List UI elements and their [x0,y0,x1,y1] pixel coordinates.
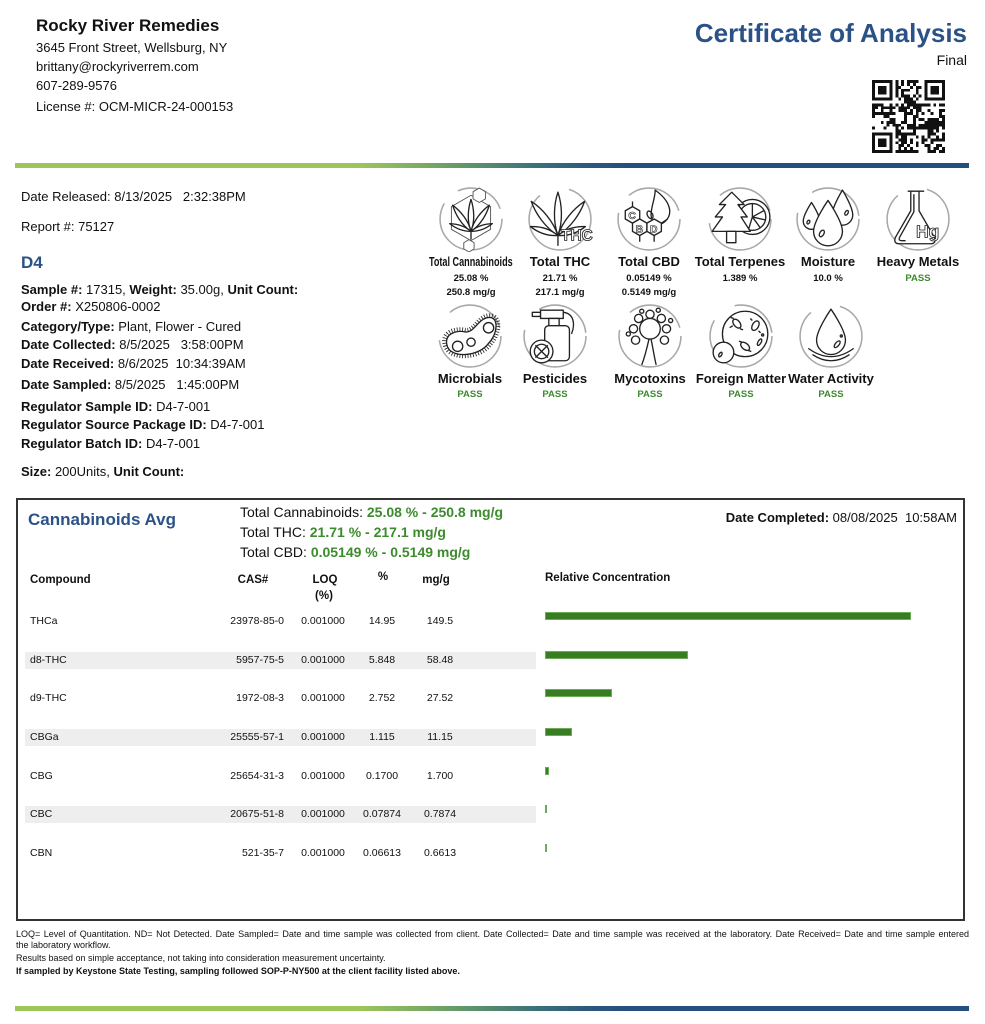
size-line [21,464,184,480]
date-received-line [21,356,246,372]
svg-text:Hg: Hg [915,221,940,242]
mgg-value: 0.6613 [423,847,457,859]
cannabinoids-results-panel [16,498,965,921]
total-thc-summary [240,523,446,541]
cannabinoids-icon [438,186,504,252]
svg-text:C: C [628,211,636,222]
percent-value: 14.95 [368,615,396,627]
concentration-bar-thca [545,612,911,620]
compound-name: THCa [30,615,58,627]
company-phone: 607-289-9576 [36,78,117,93]
total-value: 0.05149 % - 0.5149 mg/g [310,544,471,560]
pesticides-sprayer-icon [522,303,588,369]
date-sampled-label: Date Sampled: [21,377,112,392]
tile-percent-value: 21.71 % [542,273,578,284]
date-released: Date Released: 8/13/2025 2:32:38PM [21,189,246,204]
concentration-bar-d9-thc [545,689,612,697]
tile-label: Pesticides [522,371,588,386]
loq-value: 0.001000 [301,808,345,820]
summary-tile-heavy-metals[interactable] [868,186,968,298]
tile-status-pass: PASS [818,389,844,400]
regulator-batch-id-label: Regulator Batch ID: [21,436,143,451]
concentration-bar-d8-thc [545,651,688,659]
weight-value: 35.00g, [176,282,228,297]
document-status: Final [936,52,967,68]
regulator-batch-id-line [21,436,200,452]
regulator-source-package-id-value: D4-7-001 [206,417,265,432]
cas-number: 521-35-7 [241,847,284,859]
percent-value: 0.06613 [363,847,401,859]
tile-label: Total THC [529,254,591,269]
column-header-percent: % [377,571,389,583]
tile-status-pass: PASS [905,273,931,284]
svg-text:THC: THC [561,227,593,245]
loq-value: 0.001000 [301,615,345,627]
sample-name: D4 [21,253,43,272]
tile-mgg-value: 217.1 mg/g [535,287,585,298]
loq-value: 0.001000 [301,770,345,782]
cas-number: 20675-51-8 [230,808,284,820]
sample-number-label: Sample #: [21,282,83,297]
footer-divider [15,1006,969,1011]
compound-name: CBN [30,847,53,859]
definitions-note-line-1: LOQ= Level of Quantitation. ND= Not Detected. Date Sampled= Date and time sample was collected from client. Date Collected= Date and time sample was received at the laboratory. Date Received= Date and time sample entered [16,929,969,939]
date-received-value: 8/6/2025 10:34:39AM [114,356,246,371]
date-sampled-line [21,377,239,393]
cas-number: 25555-57-1 [230,731,284,743]
sample-number-value: 17315, [82,282,130,297]
date-collected-line [21,337,244,353]
tile-percent-value: 10.0 % [813,273,843,284]
water-activity-drop-icon [798,303,864,369]
terpenes-tree-icon [707,186,773,252]
date-completed [726,510,957,526]
sampling-note: If sampled by Keystone State Testing, sampling followed SOP-P-NY500 at the client facility listed above. [16,966,460,976]
total-label: Total CBD: [240,544,311,560]
compound-name: d8-THC [30,654,67,666]
tile-mgg-value: 0.5149 mg/g [621,287,677,298]
definitions-note-line-2: the laboratory workflow. [16,940,111,950]
date-sampled-value: 8/5/2025 1:45:00PM [111,377,240,392]
tile-label: Water Activity [788,371,874,386]
regulator-sample-id-line [21,399,210,415]
size-value: 200Units, [51,464,114,479]
summary-tile-water-activity[interactable] [781,303,881,415]
tile-label: Total Terpenes [694,254,786,269]
total-value: 25.08 % - 250.8 mg/g [366,504,504,520]
concentration-bar-cbga [545,728,572,736]
report-number: Report #: 75127 [21,219,115,234]
tile-label: Moisture [800,254,856,269]
loq-value: 0.001000 [301,654,345,666]
svg-text:D: D [650,224,658,236]
regulator-sample-id-label: Regulator Sample ID: [21,399,153,414]
concentration-bar-cbg [545,767,549,775]
section-title: Cannabinoids Avg [28,510,176,529]
order-value: X250806-0002 [71,299,161,314]
column-header-compound: Compound [30,574,91,586]
regulator-source-package-id-label: Regulator Source Package ID: [21,417,207,432]
thc-leaf-icon [527,186,593,252]
sample-line [21,282,298,298]
foreign-matter-icon [708,303,774,369]
tile-percent-value: 1.389 % [722,273,758,284]
header-divider [15,163,969,168]
tile-status-pass: PASS [637,389,663,400]
mgg-value: 11.15 [427,731,453,743]
concentration-bar-cbn [545,844,547,852]
mgg-value: 149.5 [426,615,454,627]
tile-percent-value: 0.05149 % [626,273,672,284]
order-label: Order #: [21,299,72,314]
category-label: Category/Type: [21,319,115,334]
total-cbd-summary [240,543,470,561]
concentration-bar-cbc [545,805,547,813]
regulator-batch-id-value: D4-7-001 [142,436,201,451]
svg-text:B: B [635,224,644,236]
column-header-loq: LOQ [312,574,338,586]
mgg-value: 0.7874 [423,808,457,820]
company-email: brittany@rockyriverrem.com [36,59,199,74]
cbd-molecule-icon [616,186,682,252]
tile-label: Total Cannabinoids [429,254,513,269]
acceptance-note: Results based on simple acceptance, not taking into consideration measurement uncertainty. [16,953,386,963]
size-label: Size: [21,464,52,479]
tile-status-pass: PASS [457,389,483,400]
date-collected-label: Date Collected: [21,337,116,352]
order-line [21,299,161,315]
regulator-source-package-id-line [21,417,264,433]
tile-label: Foreign Matter [695,371,787,386]
compound-name: CBGa [30,731,59,743]
total-value: 21.71 % - 217.1 mg/g [309,524,446,540]
company-address: 3645 Front Street, Wellsburg, NY [36,40,228,55]
microbials-icon [437,303,503,369]
percent-value: 0.07874 [363,808,401,820]
loq-value: 0.001000 [301,692,345,704]
tile-status-pass: PASS [728,389,754,400]
tile-mgg-value: 250.8 mg/g [446,287,496,298]
heavy-metals-flask-icon [885,186,951,252]
document-title: Certificate of Analysis [694,18,967,48]
tile-label: Mycotoxins [614,371,686,386]
cas-number: 23978-85-0 [230,615,284,627]
date-completed-value: 08/08/2025 10:58AM [829,510,957,525]
unit-count-label: Unit Count: [227,282,299,297]
cas-number: 1972-08-3 [236,692,284,704]
total-label: Total Cannabinoids: [240,504,367,520]
cas-number: 5957-75-5 [236,654,284,666]
tile-status-pass: PASS [542,389,568,400]
mgg-value: 1.700 [426,770,454,782]
tile-label: Heavy Metals [876,254,960,269]
mgg-value: 58.48 [426,654,454,666]
compound-name: CBC [30,808,53,820]
total-label: Total THC: [240,524,310,540]
date-received-label: Date Received: [21,356,115,371]
company-name: Rocky River Remedies [36,16,220,35]
total-cannabinoids-summary [240,503,503,521]
mycotoxins-spore-icon [617,303,683,369]
column-header-cas: CAS# [237,574,269,586]
regulator-sample-id-value: D4-7-001 [152,399,211,414]
category-line [21,319,241,335]
weight-label: Weight: [129,282,177,297]
tile-label: Microbials [437,371,503,386]
tile-label: Total CBD [618,254,680,269]
date-collected-value: 8/5/2025 3:58:00PM [115,337,244,352]
loq-value: 0.001000 [301,847,345,859]
percent-value: 1.115 [369,731,395,743]
column-header-relative-concentration: Relative Concentration [545,572,671,584]
compound-name: d9-THC [30,692,67,704]
moisture-drops-icon [795,186,861,252]
category-value: Plant, Flower - Cured [114,319,242,334]
cas-number: 25654-31-3 [230,770,284,782]
date-completed-label: Date Completed: [725,510,830,525]
company-license: License #: OCM-MICR-24-000153 [36,99,234,114]
mgg-value: 27.52 [426,692,454,704]
size-unit-count-label: Unit Count: [113,464,185,479]
qr-code-icon[interactable] [872,80,945,153]
qr-code-modules [872,80,945,153]
loq-value: 0.001000 [301,731,345,743]
percent-value: 0.1700 [365,770,399,782]
tile-percent-value: 25.08 % [453,273,489,284]
column-header-mgg: mg/g [422,574,450,586]
column-header-loq-unit: (%) [315,590,333,602]
percent-value: 2.752 [368,692,396,704]
compound-name: CBG [30,770,53,782]
percent-value: 5.848 [368,654,396,666]
